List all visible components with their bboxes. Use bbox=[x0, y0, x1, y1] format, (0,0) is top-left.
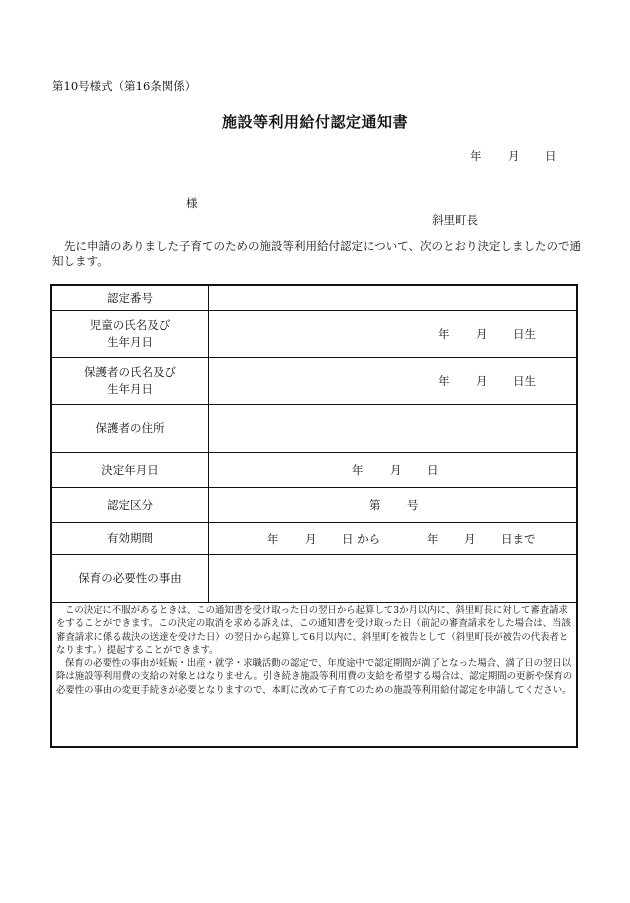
cert-no-value bbox=[209, 286, 576, 310]
decision-date-value bbox=[209, 453, 576, 487]
validity-day-from: 日 から bbox=[342, 531, 381, 546]
intro-text: 先に申請のありました子育てのための施設等利用給付認定について、次のとおり決定しましたので通知します。 bbox=[52, 239, 582, 268]
decision-year: 年 bbox=[352, 463, 364, 477]
row-category bbox=[52, 488, 576, 523]
validity-label: 有効期間 bbox=[52, 523, 209, 554]
child-label-line1: 児童の氏名及び bbox=[89, 318, 171, 332]
note-paragraph: 保育の必要性の事由が妊娠・出産・就学・求職活動の認定で、年度途中で認定期間が満了となった場合、満了日の翌日以降は施設等利用費の支給の対象とはなりません。引き続き施設等利用費の支給を希望する場合は、認定期間の更新や保育の必要性の事由の変更手続きが必要となりますので、本町に改めて子育てのための施設等利用給付認定を申請してください。 bbox=[56, 658, 573, 696]
guardian-birth-month: 月 bbox=[476, 374, 488, 388]
issuer-name: 斜里町長 bbox=[432, 213, 478, 227]
address-label: 保護者の住所 bbox=[52, 405, 209, 452]
category-dai: 第 bbox=[369, 498, 381, 512]
form-number: 第10号様式（第16条関係） bbox=[52, 79, 197, 93]
certification-table bbox=[50, 284, 578, 748]
header-date-month: 月 bbox=[508, 149, 520, 163]
header-date-year: 年 bbox=[470, 149, 482, 163]
header-date-day: 日 bbox=[545, 149, 557, 163]
row-validity bbox=[52, 523, 576, 555]
category-label: 認定区分 bbox=[52, 488, 209, 522]
row-guardian bbox=[52, 358, 576, 405]
guardian-birth-day: 日生 bbox=[513, 374, 536, 388]
note-paragraph: この決定に不服があるときは、この通知書を受け取った日の翌日から起算して3か月以内に、斜里町長に対して審査請求をすることができます。この決定の取消を求める訴えは、この通知書を受け取った日（前記の審査請求をした場合は、当該審査請求に係る裁決の送達を受けた日）の翌日から起算して6月以内に、斜里町を被告として（斜里町長が被告の代表者となります。）提起することができます。 bbox=[56, 605, 571, 656]
row-address bbox=[52, 405, 576, 453]
decision-date-label: 決定年月日 bbox=[52, 453, 209, 487]
row-cert-no bbox=[52, 286, 576, 311]
validity-value bbox=[209, 523, 576, 554]
reason-value bbox=[209, 555, 576, 602]
category-value bbox=[209, 488, 576, 522]
reason-label: 保育の必要性の事由 bbox=[52, 555, 209, 602]
child-label bbox=[52, 311, 209, 357]
guardian-label-line2: 生年月日 bbox=[107, 382, 153, 396]
row-decision-date bbox=[52, 453, 576, 488]
decision-month: 月 bbox=[390, 463, 402, 477]
guardian-label-line1: 保護者の氏名及び bbox=[84, 365, 176, 379]
validity-month-until: 月 bbox=[464, 531, 476, 546]
row-child bbox=[52, 311, 576, 358]
document-title: 施設等利用給付認定通知書 bbox=[221, 113, 408, 131]
notes-section bbox=[56, 604, 574, 697]
child-birth-year: 年 bbox=[438, 327, 450, 341]
guardian-birth-year: 年 bbox=[438, 374, 450, 388]
category-go: 号 bbox=[407, 498, 419, 512]
guardian-value bbox=[209, 358, 576, 404]
validity-day-until: 日まで bbox=[501, 531, 536, 546]
child-label-line2: 生年月日 bbox=[107, 335, 153, 349]
guardian-label bbox=[52, 358, 209, 404]
cert-no-label: 認定番号 bbox=[52, 286, 209, 310]
child-value bbox=[209, 311, 576, 357]
validity-year-until: 年 bbox=[427, 531, 439, 546]
decision-day: 日 bbox=[427, 463, 439, 477]
validity-year-from: 年 bbox=[267, 531, 279, 546]
child-birth-month: 月 bbox=[476, 327, 488, 341]
addressee-suffix: 様 bbox=[186, 196, 198, 210]
address-value bbox=[209, 405, 576, 452]
child-birth-day: 日生 bbox=[513, 327, 536, 341]
row-reason bbox=[52, 555, 576, 603]
validity-month-from: 月 bbox=[305, 531, 317, 546]
